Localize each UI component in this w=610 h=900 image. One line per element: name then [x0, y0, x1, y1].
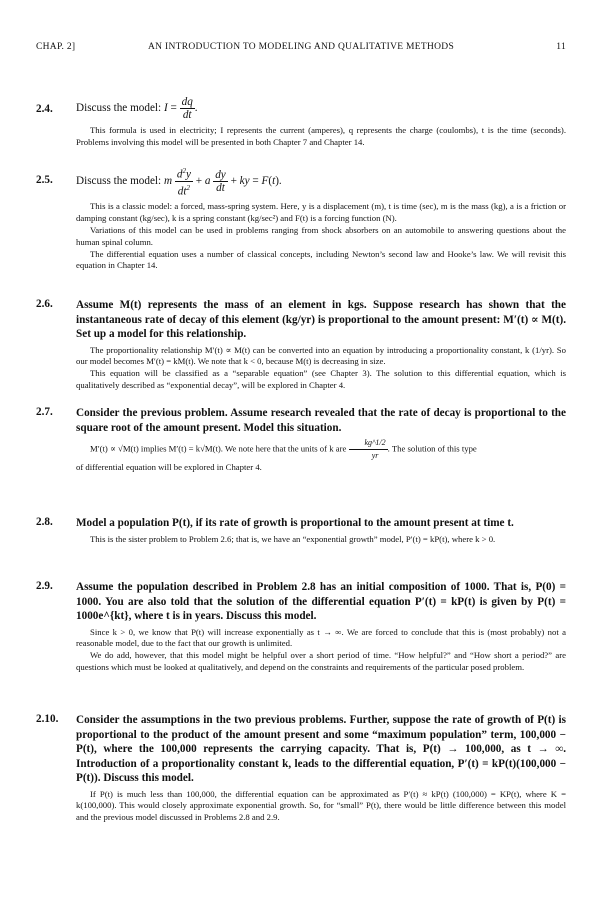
units-denominator: yr [371, 451, 379, 460]
answer-paragraph: The differential equation uses a number of classical concepts, including Newton’s second law and Hooke’s law. We will revisit this equation in Chapter 14. [76, 248, 566, 271]
answer [76, 789, 566, 824]
problem-statement: Assume the population described in Problem 2.8 has an initial composition of 1000. That is, P(0) = 1000. You are also told that the solution of the differential equation P′(t) = kP(t) is given by P(t) = 1000e^{kt}, where t is in years. Discuss this model. [76, 581, 566, 622]
page-number: 11 [556, 42, 566, 52]
answer-text: M′(t) ∝ √M(t) implies M′(t) = k√M(t). We note here that the units of k are [90, 443, 347, 454]
problem-statement: Model a population P(t), if its rate of growth is proportional to the amount present at time t. [76, 517, 514, 529]
problem-statement: Consider the assumptions in the two previous problems. Further, suppose the rate of growth of P(t) is proportional to the product of the amount present and some “maximum population” term, 100,000 − P(t), where the 100,000 represents the carrying capacity. That is, P(t) → 100,000, as t → ∞. Introduction of a proportionality constant k, leads to the differential equation, P′(t) = kP(t)(100,000 − P(t)). Discuss this model. [76, 714, 566, 784]
answer [76, 201, 566, 272]
statement-prefix: Discuss the model: [76, 174, 162, 187]
problem-number: 2.4. [36, 103, 53, 115]
running-head [36, 42, 566, 52]
problem-2-5 [36, 165, 566, 272]
answer-paragraph: If P(t) is much less than 100,000, the differential equation can be approximated as P′(t) ≈ kP(t) (100,000) = KP(t), where K = k(100,000). This would closely approximate exponential growth. So, for “small” P(t), there would be little difference between this model and the previous model discussed in Problems 2.8 and 2.9. [76, 788, 566, 823]
answer [76, 125, 566, 149]
answer-paragraph: Since k > 0, we know that P(t) will increase exponentially as t → ∞. We are forced to conclude that this is (most probably) not a reasonable model, due to the fact that our growth is unlimited. [76, 626, 566, 649]
answer-paragraph [76, 437, 566, 462]
answer [76, 345, 566, 392]
problem-2-7 [36, 406, 566, 474]
problem-number: 2.10. [36, 713, 59, 725]
problem-2-10 [36, 713, 566, 824]
answer-paragraph: The proportionality relationship M′(t) ∝ M(t) can be converted into an equation by introducing a proportionality constant, k (1/yr). So our model becomes M′(t) = kM(t). We note that k < 0, because M(t) is decreasing in size. [76, 344, 566, 367]
answer-paragraph: This formula is used in electricity; I represents the current (amperes), q represents the charge (coulombs), t is the time (seconds). Problems involving this model will be presented in both Chapter 7 and Chapter 14. [76, 125, 566, 147]
problem-2-8 [36, 516, 566, 545]
problem-number: 2.7. [36, 406, 53, 418]
problem-number: 2.9. [36, 580, 53, 592]
statement-prefix: Discuss the model: [76, 102, 162, 115]
problem-statement: Assume M(t) represents the mass of an element in kgs. Suppose research has shown that the instantaneous rate of decay of this element (kg/yr) is proportional to the amount present: M′(t) ∝ M(t). Set up a model for this relationship. [76, 299, 566, 340]
problem-2-9 [36, 580, 566, 674]
problem-statement [76, 96, 566, 121]
answer-paragraph: This is the sister problem to Problem 2.6; that is, we have an “exponential growth” model, P′(t) = kP(t), where k > 0. [90, 533, 496, 544]
answer-paragraph: This equation will be classified as a “separable equation” (see Chapter 3). The solution to this differential equation, which is qualitatively described as “exponential decay”, will be explored in Chapter 4. [76, 368, 566, 390]
problem-statement [76, 165, 566, 197]
units-fraction [349, 437, 388, 462]
units-numerator: kg^1/2 [349, 437, 388, 450]
answer-text: . The solution of this type [387, 443, 477, 454]
problem-number: 2.6. [36, 298, 53, 310]
problem-2-6 [36, 298, 566, 392]
answer [76, 437, 566, 474]
answer [76, 534, 566, 546]
problem-2-4 [36, 96, 566, 149]
problem-statement: Consider the previous problem. Assume research revealed that the rate of decay is proportional to the square root of the amount present. Model this situation. [76, 407, 566, 434]
answer-paragraph: of differential equation will be explored in Chapter 4. [76, 462, 262, 472]
problem-number: 2.5. [36, 174, 53, 186]
answer-paragraph: This is a classic model: a forced, mass-spring system. Here, y is a displacement (m), t is time (sec), m is the mass (kg), a is a friction or damping constant (kg/sec), k is a spring constant (kg/sec²) and F(t) is a forcing function (N). [76, 201, 566, 224]
mass-spring-formula: m $\frac{d^2y}{dt^2}$ + a $\frac{dy}{dt}$ + ky = F(t). [163, 167, 282, 198]
answer [76, 627, 566, 674]
answer-paragraph: Variations of this model can be used in problems ranging from shock absorbers on an automobile to answering questions about the human spinal column. [76, 225, 566, 247]
running-title: AN INTRODUCTION TO MODELING AND QUALITATIVE METHODS [148, 42, 455, 52]
answer-paragraph: We do add, however, that this model might be helpful over a short period of time. “How helpful?” and “How short a period?” are questions which must be looked at qualitatively, and depend on the constraints and requirements of the particular posed problem. [76, 650, 566, 672]
current-formula: I = $\frac{dq}{dt}$ . [163, 96, 198, 121]
problem-number: 2.8. [36, 516, 53, 528]
chapter-label: CHAP. 2] [36, 42, 76, 52]
